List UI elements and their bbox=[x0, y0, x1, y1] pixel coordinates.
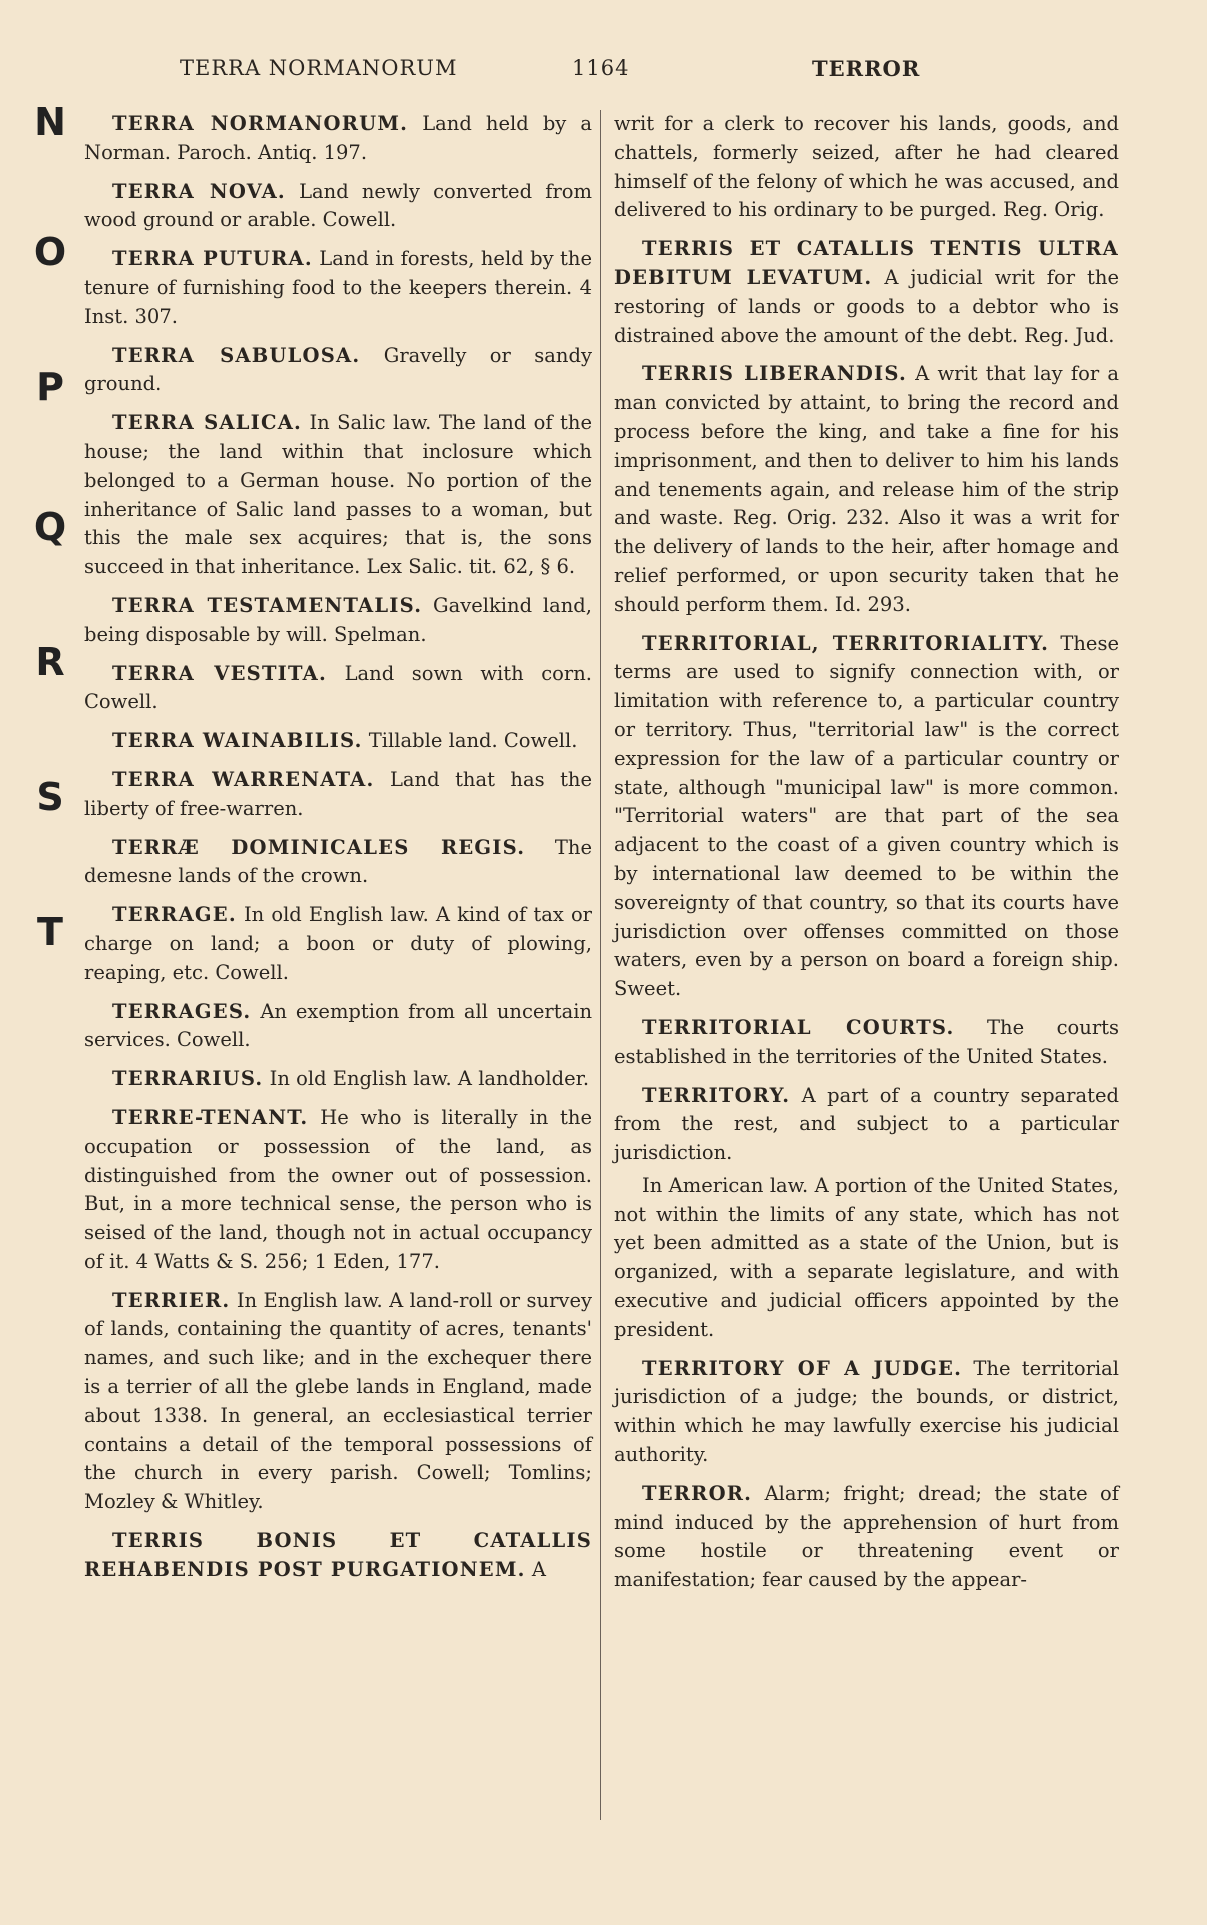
entry-term: TERRITORIAL COURTS. bbox=[642, 1015, 955, 1039]
entry-definition: These terms are used to signify connection with, or limitation with reference to, a particular country or territory. Thus, "territorial law" is the correct expression for the law of a particular country or state, although "municipal law" is more common. "Territorial waters" are that part of the sea adjacent to the coast of a given country which is by international law deemed to be within the sovereignty of that country, so that its courts have jurisdiction over offenses committed on those waters, even by a person on board a foreign ship. Sweet. bbox=[614, 631, 1119, 1001]
entry-definition: In English law. A land-roll or survey of lands, containing the quantity of acres, tenants' names, and such like; and in the exchequer there is a terrier of all the glebe lands in England, made about 1338. In general, an ecclesiastical terrier contains a detail of the temporal possessions of the church in every parish. Cowell; Tomlins; Mozley & Whitley. bbox=[84, 1288, 593, 1514]
entry-term: TERRÆ DOMINICALES REGIS. bbox=[112, 835, 526, 859]
entry-definition: The demesne lands of the crown. bbox=[84, 835, 592, 888]
thumb-index-letter[interactable]: N bbox=[34, 100, 66, 144]
left-column bbox=[84, 110, 592, 1595]
dictionary-entry bbox=[84, 1287, 592, 1517]
entry-term: TERRIS LIBERANDIS. bbox=[642, 362, 907, 386]
dictionary-entry bbox=[614, 1014, 1119, 1072]
page-number: 1164 bbox=[572, 56, 630, 80]
entry-definition: A part of a country separated from the rest, and subject to a particular jurisdiction. bbox=[614, 1083, 1119, 1165]
entry-term: TERRA WAINABILIS. bbox=[112, 729, 363, 753]
entry-definition: Gavelkind land, being disposable by will. Spelman. bbox=[84, 593, 592, 646]
entry-term: TERRITORY OF A JUDGE. bbox=[642, 1356, 963, 1380]
entry-term: TERRITORIAL, TERRITORIALITY. bbox=[642, 631, 1050, 655]
entry-definition: The courts established in the territories of the United States. bbox=[614, 1015, 1119, 1068]
entry-term: TERRA NOVA. bbox=[112, 179, 286, 203]
entry-definition: Land sown with corn. Cowell. bbox=[84, 661, 592, 714]
entry-definition: Land held by a Norman. Paroch. Antiq. 197. bbox=[84, 112, 593, 164]
entry-term: TERRE-TENANT. bbox=[112, 1105, 309, 1129]
dictionary-entry bbox=[84, 727, 592, 756]
entry-term: TERRITORY. bbox=[642, 1083, 791, 1107]
entry-definition: Gravelly or sandy ground. bbox=[84, 343, 592, 396]
entry-definition: The territorial jurisdiction of a judge; the bounds, or district, within which he may lawfully exercise his judicial authority. bbox=[614, 1356, 1119, 1467]
entry-definition: Land in forests, held by the tenure of furnishing food to the keepers therein. 4 Inst. 307. bbox=[84, 247, 592, 328]
dictionary-entry bbox=[84, 592, 592, 650]
header-left-guide-word: TERRA NORMANORUM bbox=[180, 56, 458, 80]
right-column bbox=[614, 110, 1119, 1605]
entry-term: TERRAGES. bbox=[112, 999, 252, 1023]
dictionary-entry bbox=[614, 1355, 1119, 1470]
entry-definition: A bbox=[531, 1557, 546, 1581]
entry-term: TERRIS BONIS ET CATALLIS REHABENDIS POST PURGATIONEM. bbox=[84, 1529, 592, 1581]
dictionary-entry bbox=[84, 342, 592, 400]
running-header bbox=[0, 56, 1207, 86]
entry-term: TERRA VESTITA. bbox=[112, 661, 327, 685]
entry-term: TERRA SALICA. bbox=[112, 411, 303, 435]
entry-definition: In old English law. A kind of tax or charge on land; a boon or duty of plowing, reaping, etc. Cowell. bbox=[84, 903, 593, 984]
entry-term: TERRA TESTAMENTALIS. bbox=[112, 593, 423, 617]
column-divider bbox=[600, 110, 601, 1820]
entry-definition: Alarm; fright; dread; the state of mind induced by the apprehension of hurt from some hostile or threatening event or manifestation; fear caused by the appear- bbox=[614, 1481, 1119, 1592]
entry-definition: Tillable land. Cowell. bbox=[368, 729, 578, 753]
thumb-index-letter[interactable]: R bbox=[35, 640, 65, 684]
dictionary-entry bbox=[84, 1527, 592, 1585]
dictionary-entry bbox=[84, 834, 592, 892]
entry-term: TERRAGE. bbox=[112, 903, 237, 927]
entry-definition: Land that has the liberty of free-warren. bbox=[84, 767, 593, 820]
dictionary-entry bbox=[614, 235, 1119, 350]
entry-definition: In American law. A portion of the United States, not within the limits of any state, which has not yet been admitted as a state of the Union, but is organized, with a separate legislature, and with executive and judicial officers appointed by the president. bbox=[614, 1173, 1119, 1341]
dictionary-entry-subparagraph bbox=[614, 1172, 1119, 1345]
dictionary-entry bbox=[84, 1104, 592, 1277]
dictionary-entry bbox=[614, 1082, 1119, 1168]
entry-term: TERRA NORMANORUM. bbox=[112, 112, 409, 135]
entry-term: TERROR. bbox=[642, 1481, 753, 1505]
thumb-index-letter[interactable]: Q bbox=[33, 505, 67, 549]
header-right-guide-word: TERROR bbox=[812, 56, 921, 81]
dictionary-entry bbox=[84, 766, 592, 824]
thumb-index-letter[interactable]: P bbox=[36, 365, 64, 409]
entry-definition: In old English law. A landholder. bbox=[269, 1067, 590, 1091]
entry-definition: A writ that lay for a man convicted by attaint, to bring the record and process before the king, and take a fine for his imprisonment, and then to deliver to him his lands and tenements again, and release him of the strip and waste. Reg. Orig. 232. Also it was a writ for the delivery of lands to the heir, after homage and relief performed, or upon security taken that he should perform them. Id. 293. bbox=[614, 362, 1119, 616]
dictionary-entry bbox=[84, 409, 592, 582]
entry-term: TERRIER. bbox=[112, 1288, 231, 1312]
entry-definition: He who is literally in the occupation or possession of the land, as distinguished from the owner out of possession. But, in a more technical sense, the person who is seised of the land, though not in actual occupancy of it. 4 Watts & S. 256; 1 Eden, 177. bbox=[84, 1105, 592, 1273]
entry-term: TERRA PUTURA. bbox=[112, 247, 313, 271]
dictionary-entry bbox=[84, 1065, 592, 1094]
entry-term: TERRARIUS. bbox=[112, 1067, 264, 1091]
thumb-index-letter[interactable]: T bbox=[37, 910, 63, 954]
dictionary-entry bbox=[84, 178, 592, 236]
entry-definition: writ for a clerk to recover his lands, goods, and chattels, formerly seized, after he had cleared himself of the felony of which he was accused, and delivered to his ordinary to be purged. Reg. Orig. bbox=[614, 112, 1119, 222]
entry-term: TERRIS ET CATALLIS TENTIS ULTRA DEBITUM LEVATUM. bbox=[614, 237, 1119, 289]
thumb-index-letter[interactable]: S bbox=[36, 775, 64, 819]
dictionary-entry bbox=[84, 901, 592, 987]
dictionary-entry bbox=[84, 245, 592, 331]
entry-definition: In Salic law. The land of the house; the land within that inclosure which belonged to a German house. No portion of the inheritance of Salic land passes to a woman, but this the male sex acquires; that is, the sons succeed in that inheritance. Lex Salic. tit. 62, § 6. bbox=[84, 411, 592, 579]
dictionary-entry-continuation bbox=[614, 110, 1119, 225]
dictionary-entry bbox=[614, 630, 1119, 1004]
dictionary-entry bbox=[84, 660, 592, 718]
dictionary-entry bbox=[614, 360, 1119, 619]
entry-definition: A judicial writ for the restoring of lands or goods to a debtor who is distrained above the amount of the debt. Reg. Jud. bbox=[614, 265, 1119, 347]
dictionary-entry bbox=[84, 110, 592, 168]
entry-term: TERRA WARRENATA. bbox=[112, 767, 375, 791]
entry-definition: Land newly converted from wood ground or arable. Cowell. bbox=[84, 179, 593, 232]
dictionary-entry bbox=[614, 1480, 1119, 1595]
thumb-index-letter[interactable]: O bbox=[33, 230, 67, 274]
entry-term: TERRA SABULOSA. bbox=[112, 343, 361, 367]
entry-definition: An exemption from all uncertain services. Cowell. bbox=[84, 999, 592, 1052]
dictionary-entry bbox=[84, 998, 592, 1056]
